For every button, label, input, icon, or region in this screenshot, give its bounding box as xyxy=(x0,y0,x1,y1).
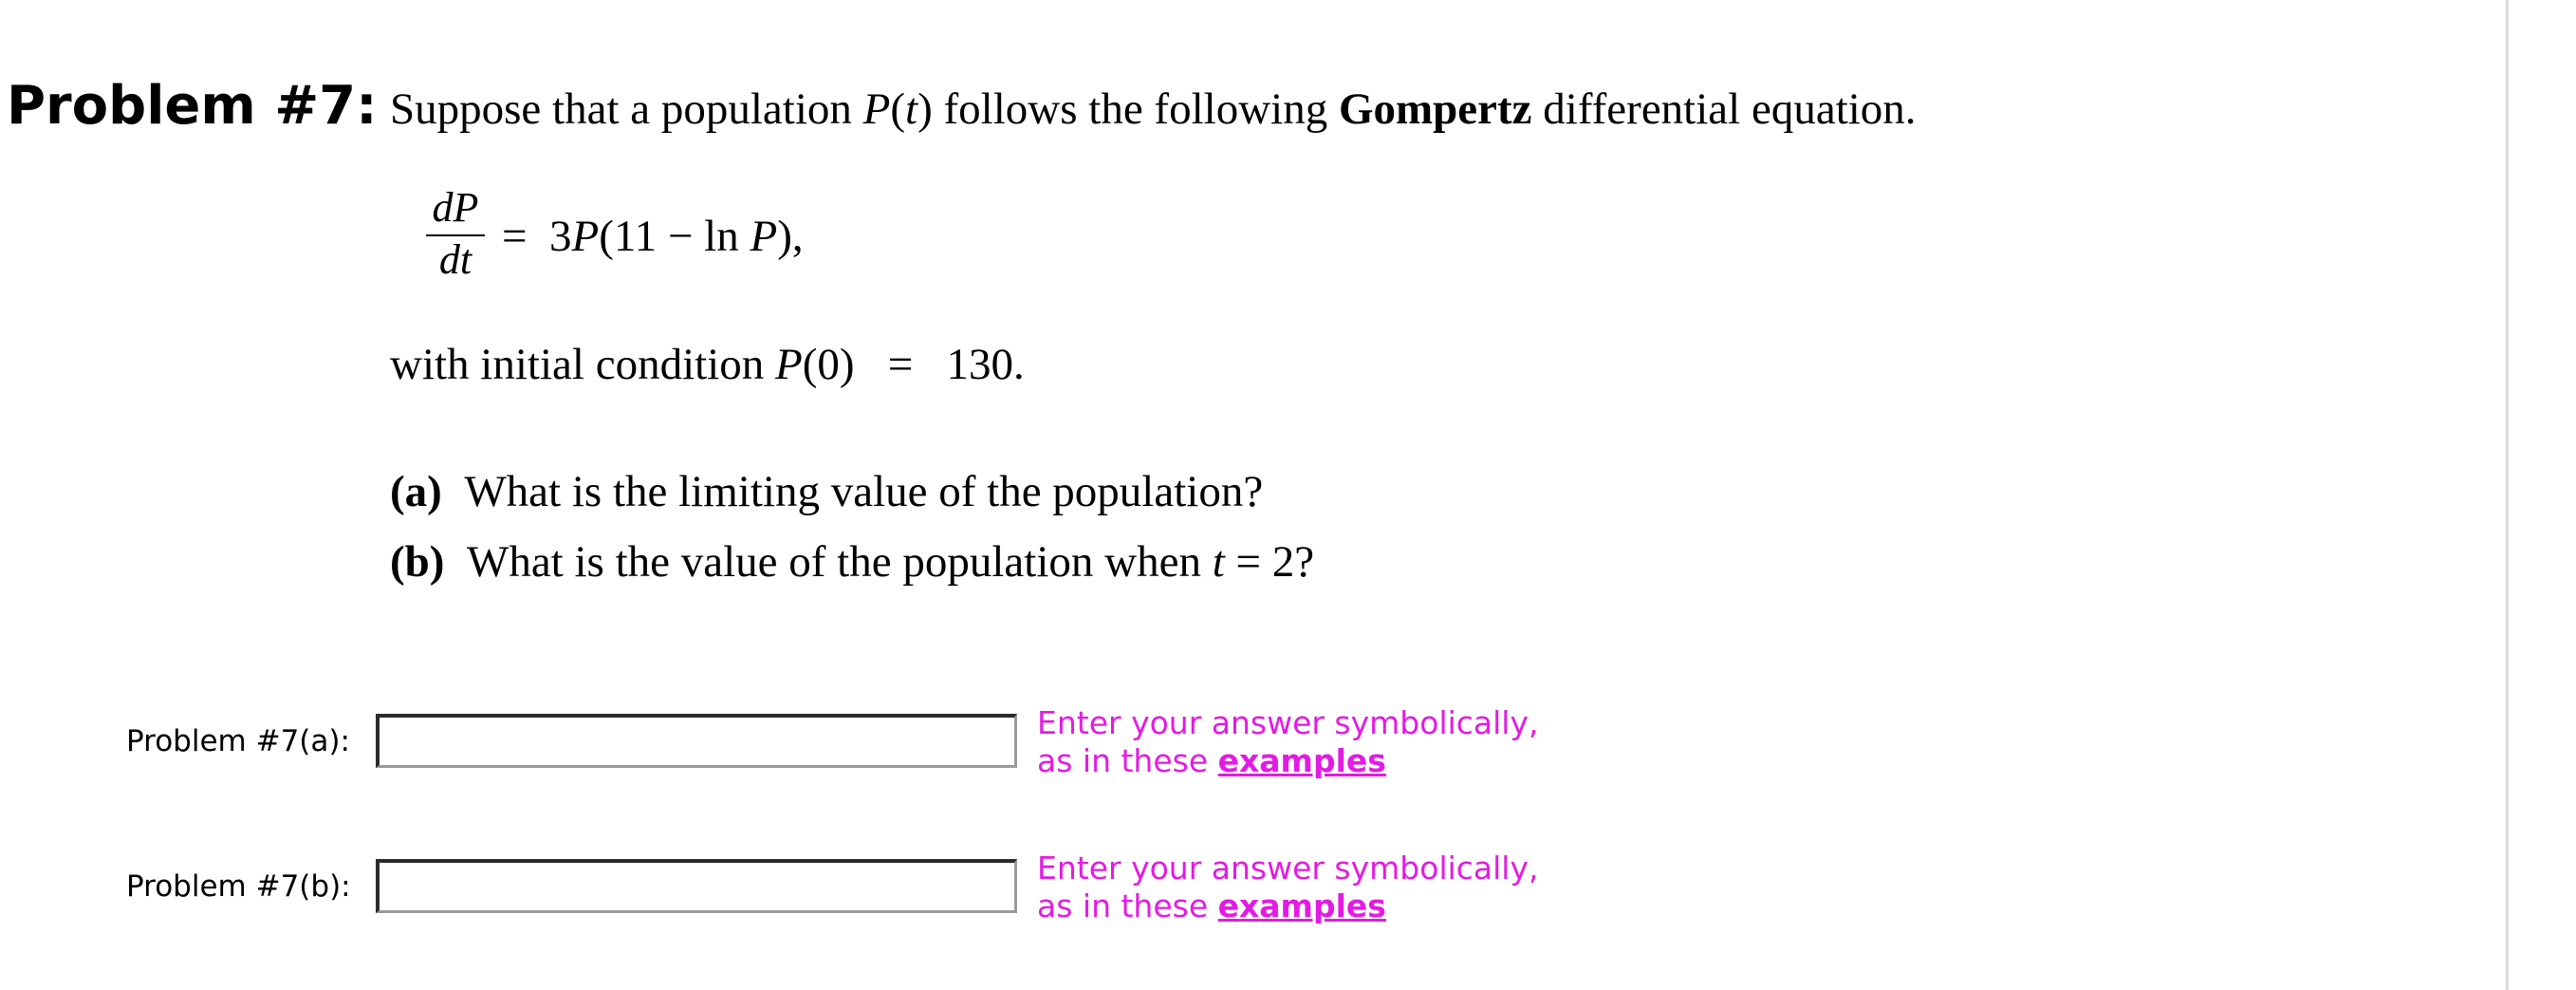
hint-b-line-1: Enter your answer symbolically, xyxy=(1037,850,1539,887)
hint-b-line-2 xyxy=(1037,887,1539,925)
part-a-question: What is the limiting value of the population? xyxy=(464,467,1264,516)
part-b-var: t xyxy=(1212,537,1225,587)
intro-text-2: follows the following xyxy=(932,84,1339,134)
answer-hint-b xyxy=(1037,850,1539,925)
intro-paren-open: ( xyxy=(890,84,906,134)
hint-a-line-2-text: as in these xyxy=(1037,742,1218,779)
equation-rhs-end: ), xyxy=(777,212,804,261)
intro-func-var: t xyxy=(905,84,918,134)
examples-link-b[interactable]: examples xyxy=(1217,887,1386,925)
equation-rhs-coef: 3 xyxy=(549,212,572,261)
question-part-a xyxy=(390,463,1263,520)
answer-hint-a xyxy=(1037,704,1539,780)
equation-rhs xyxy=(502,208,804,265)
differential-equation xyxy=(426,184,900,289)
initial-func: P xyxy=(775,340,803,389)
equation-rhs-mid: (11 − ln xyxy=(599,212,751,261)
initial-value: 130. xyxy=(946,340,1025,389)
derivative-fraction xyxy=(426,184,485,282)
part-b-tag: (b) xyxy=(390,537,445,587)
answer-label-b: Problem #7(b): xyxy=(126,869,351,904)
hint-b-line-2-text: as in these xyxy=(1037,887,1218,925)
initial-condition xyxy=(390,336,1025,393)
question-part-b xyxy=(390,533,1314,590)
intro-text-3: differential equation. xyxy=(1531,84,1917,134)
intro-func: P xyxy=(862,84,891,134)
fraction-denominator: dt xyxy=(438,236,473,283)
answer-input-b[interactable] xyxy=(376,859,1017,913)
answer-label-a: Problem #7(a): xyxy=(126,724,350,758)
examples-link-a[interactable]: examples xyxy=(1217,742,1386,779)
problem-heading: Problem #7: xyxy=(7,75,378,137)
part-b-question-2: = 2? xyxy=(1224,537,1315,587)
problem-intro xyxy=(390,81,1917,138)
part-a-tag: (a) xyxy=(390,467,442,516)
initial-equals: = xyxy=(887,340,914,389)
intro-bold-word: Gompertz xyxy=(1338,84,1532,134)
initial-arg: (0) xyxy=(802,340,855,389)
intro-paren-close: ) xyxy=(917,84,933,134)
part-b-question-1: What is the value of the population when xyxy=(466,537,1213,587)
fraction-numerator: dP xyxy=(432,184,479,231)
page-right-border xyxy=(2506,0,2509,990)
initial-text: with initial condition xyxy=(390,340,775,389)
hint-a-line-2 xyxy=(1037,742,1539,780)
intro-text-1: Suppose that a population xyxy=(390,84,863,134)
answer-input-a[interactable] xyxy=(376,714,1017,768)
hint-a-line-1: Enter your answer symbolically, xyxy=(1037,704,1539,741)
equation-equals: = xyxy=(502,212,528,261)
equation-rhs-p2: P xyxy=(750,212,778,261)
equation-rhs-p1: P xyxy=(571,212,600,261)
